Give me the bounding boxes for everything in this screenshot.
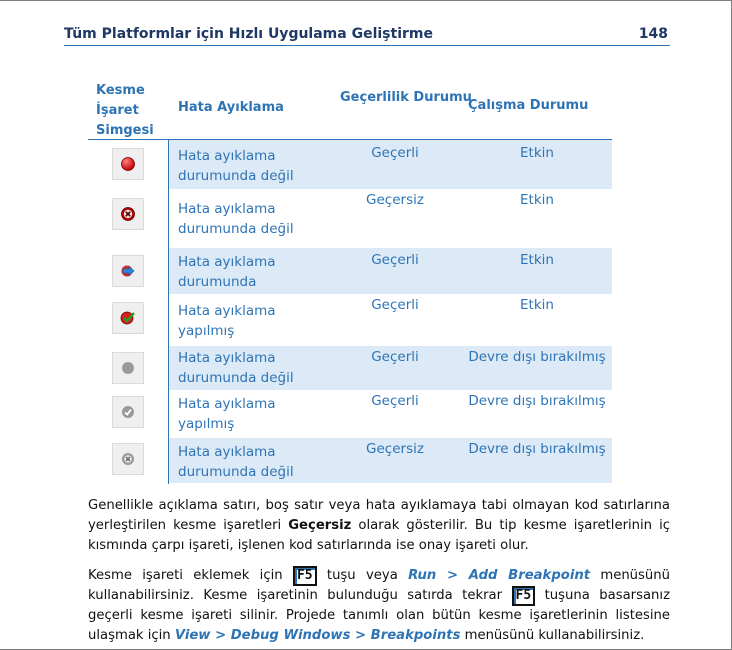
breakpoint-table	[88, 80, 612, 483]
table-row	[88, 248, 612, 294]
breakpoint-disabled-invalid-icon	[112, 443, 144, 475]
header-title: Tüm Platformlar için Hızlı Uygulama Geliştirme	[64, 26, 433, 42]
cell-debug: Hata ayıklama durumunda	[178, 254, 276, 290]
paragraph-invalid-breakpoints	[88, 496, 670, 556]
page-header	[64, 24, 670, 46]
breakpoint-disabled-check-icon	[112, 396, 144, 428]
cell-running: Devre dışı bırakılmış	[468, 441, 606, 457]
cell-validity: Geçersiz	[366, 441, 424, 457]
p1-text-1: Genellikle açıklama satırı, boş satır veya hata ayıklamaya tabi olmayan kod satırlarına yerleştirilen kesme işaretleri	[88, 498, 670, 533]
run-add-breakpoint-menu[interactable]: Run > Add Breakpoint	[408, 568, 591, 583]
cell-running: Devre dışı bırakılmış	[468, 349, 606, 365]
cell-running: Etkin	[520, 145, 554, 161]
cell-running: Etkin	[520, 252, 554, 268]
header-running: Çalışma Durumu	[468, 98, 589, 113]
cell-running: Devre dışı bırakılmış	[468, 393, 606, 409]
breakpoint-check-icon	[112, 302, 144, 334]
cell-debug: Hata ayıklama durumunda değil	[178, 148, 294, 184]
table-header	[88, 80, 612, 140]
p2-text-4: tuşuna basarsanız geçerli kesme işareti silinir. Projede tanımlı olan bütün kesme işaretlerinin listesine ulaşmak için	[88, 588, 670, 643]
breakpoint-current-arrow-icon	[112, 255, 144, 287]
header-debug: Hata Ayıklama	[178, 100, 284, 115]
p2-text-5: menüsünü kullanabilirsiniz.	[460, 628, 645, 643]
header-validity: Geçerlilik Durumu	[340, 90, 472, 105]
cell-running: Etkin	[520, 297, 554, 313]
table-row	[88, 390, 612, 438]
f5-key: F5	[293, 566, 317, 586]
header-symbol: Kesme İşaret Simgesi	[96, 83, 154, 138]
cell-validity: Geçersiz	[366, 192, 424, 208]
p2-text-3: menüsünü kullanabilirsiniz. Kesme işaretinin bulunduğu satırda tekrar	[88, 568, 670, 603]
cell-debug: Hata ayıklama durumunda değil	[178, 444, 294, 480]
page-number: 148	[638, 26, 668, 42]
cell-validity: Geçerli	[371, 252, 419, 268]
p2-text-2: tuşu veya	[316, 568, 409, 583]
cell-debug: Hata ayıklama yapılmış	[178, 396, 276, 432]
cell-running: Etkin	[520, 192, 554, 208]
table-row	[88, 438, 612, 483]
view-debug-windows-breakpoints-menu[interactable]: View > Debug Windows > Breakpoints	[174, 628, 461, 643]
cell-debug: Hata ayıklama yapılmış	[178, 303, 276, 339]
p2-text-1: Kesme işareti eklemek için	[88, 568, 293, 583]
table-row	[88, 140, 612, 189]
p1-text-2: olarak gösterilir. Bu tip kesme işaretlerinin iç kısmında çarpı işareti, işlenen kod satırlarında ise onay işareti olur.	[88, 518, 671, 553]
breakpoint-disabled-icon	[112, 352, 144, 384]
table-row	[88, 346, 612, 390]
cell-debug: Hata ayıklama durumunda değil	[178, 350, 294, 386]
f5-key-2: F5	[512, 586, 536, 606]
breakpoint-red-icon	[112, 148, 144, 180]
cell-validity: Geçerli	[371, 297, 419, 313]
table-vertical-divider	[168, 140, 169, 484]
cell-validity: Geçerli	[371, 349, 419, 365]
cell-debug: Hata ayıklama durumunda değil	[178, 201, 294, 237]
breakpoint-invalid-icon	[112, 198, 144, 230]
paragraph-add-breakpoint	[88, 566, 670, 646]
cell-validity: Geçerli	[371, 145, 419, 161]
p1-bold-invalid: Geçersiz	[288, 518, 352, 533]
cell-validity: Geçerli	[371, 393, 419, 409]
table-row	[88, 189, 612, 248]
table-row	[88, 294, 612, 346]
